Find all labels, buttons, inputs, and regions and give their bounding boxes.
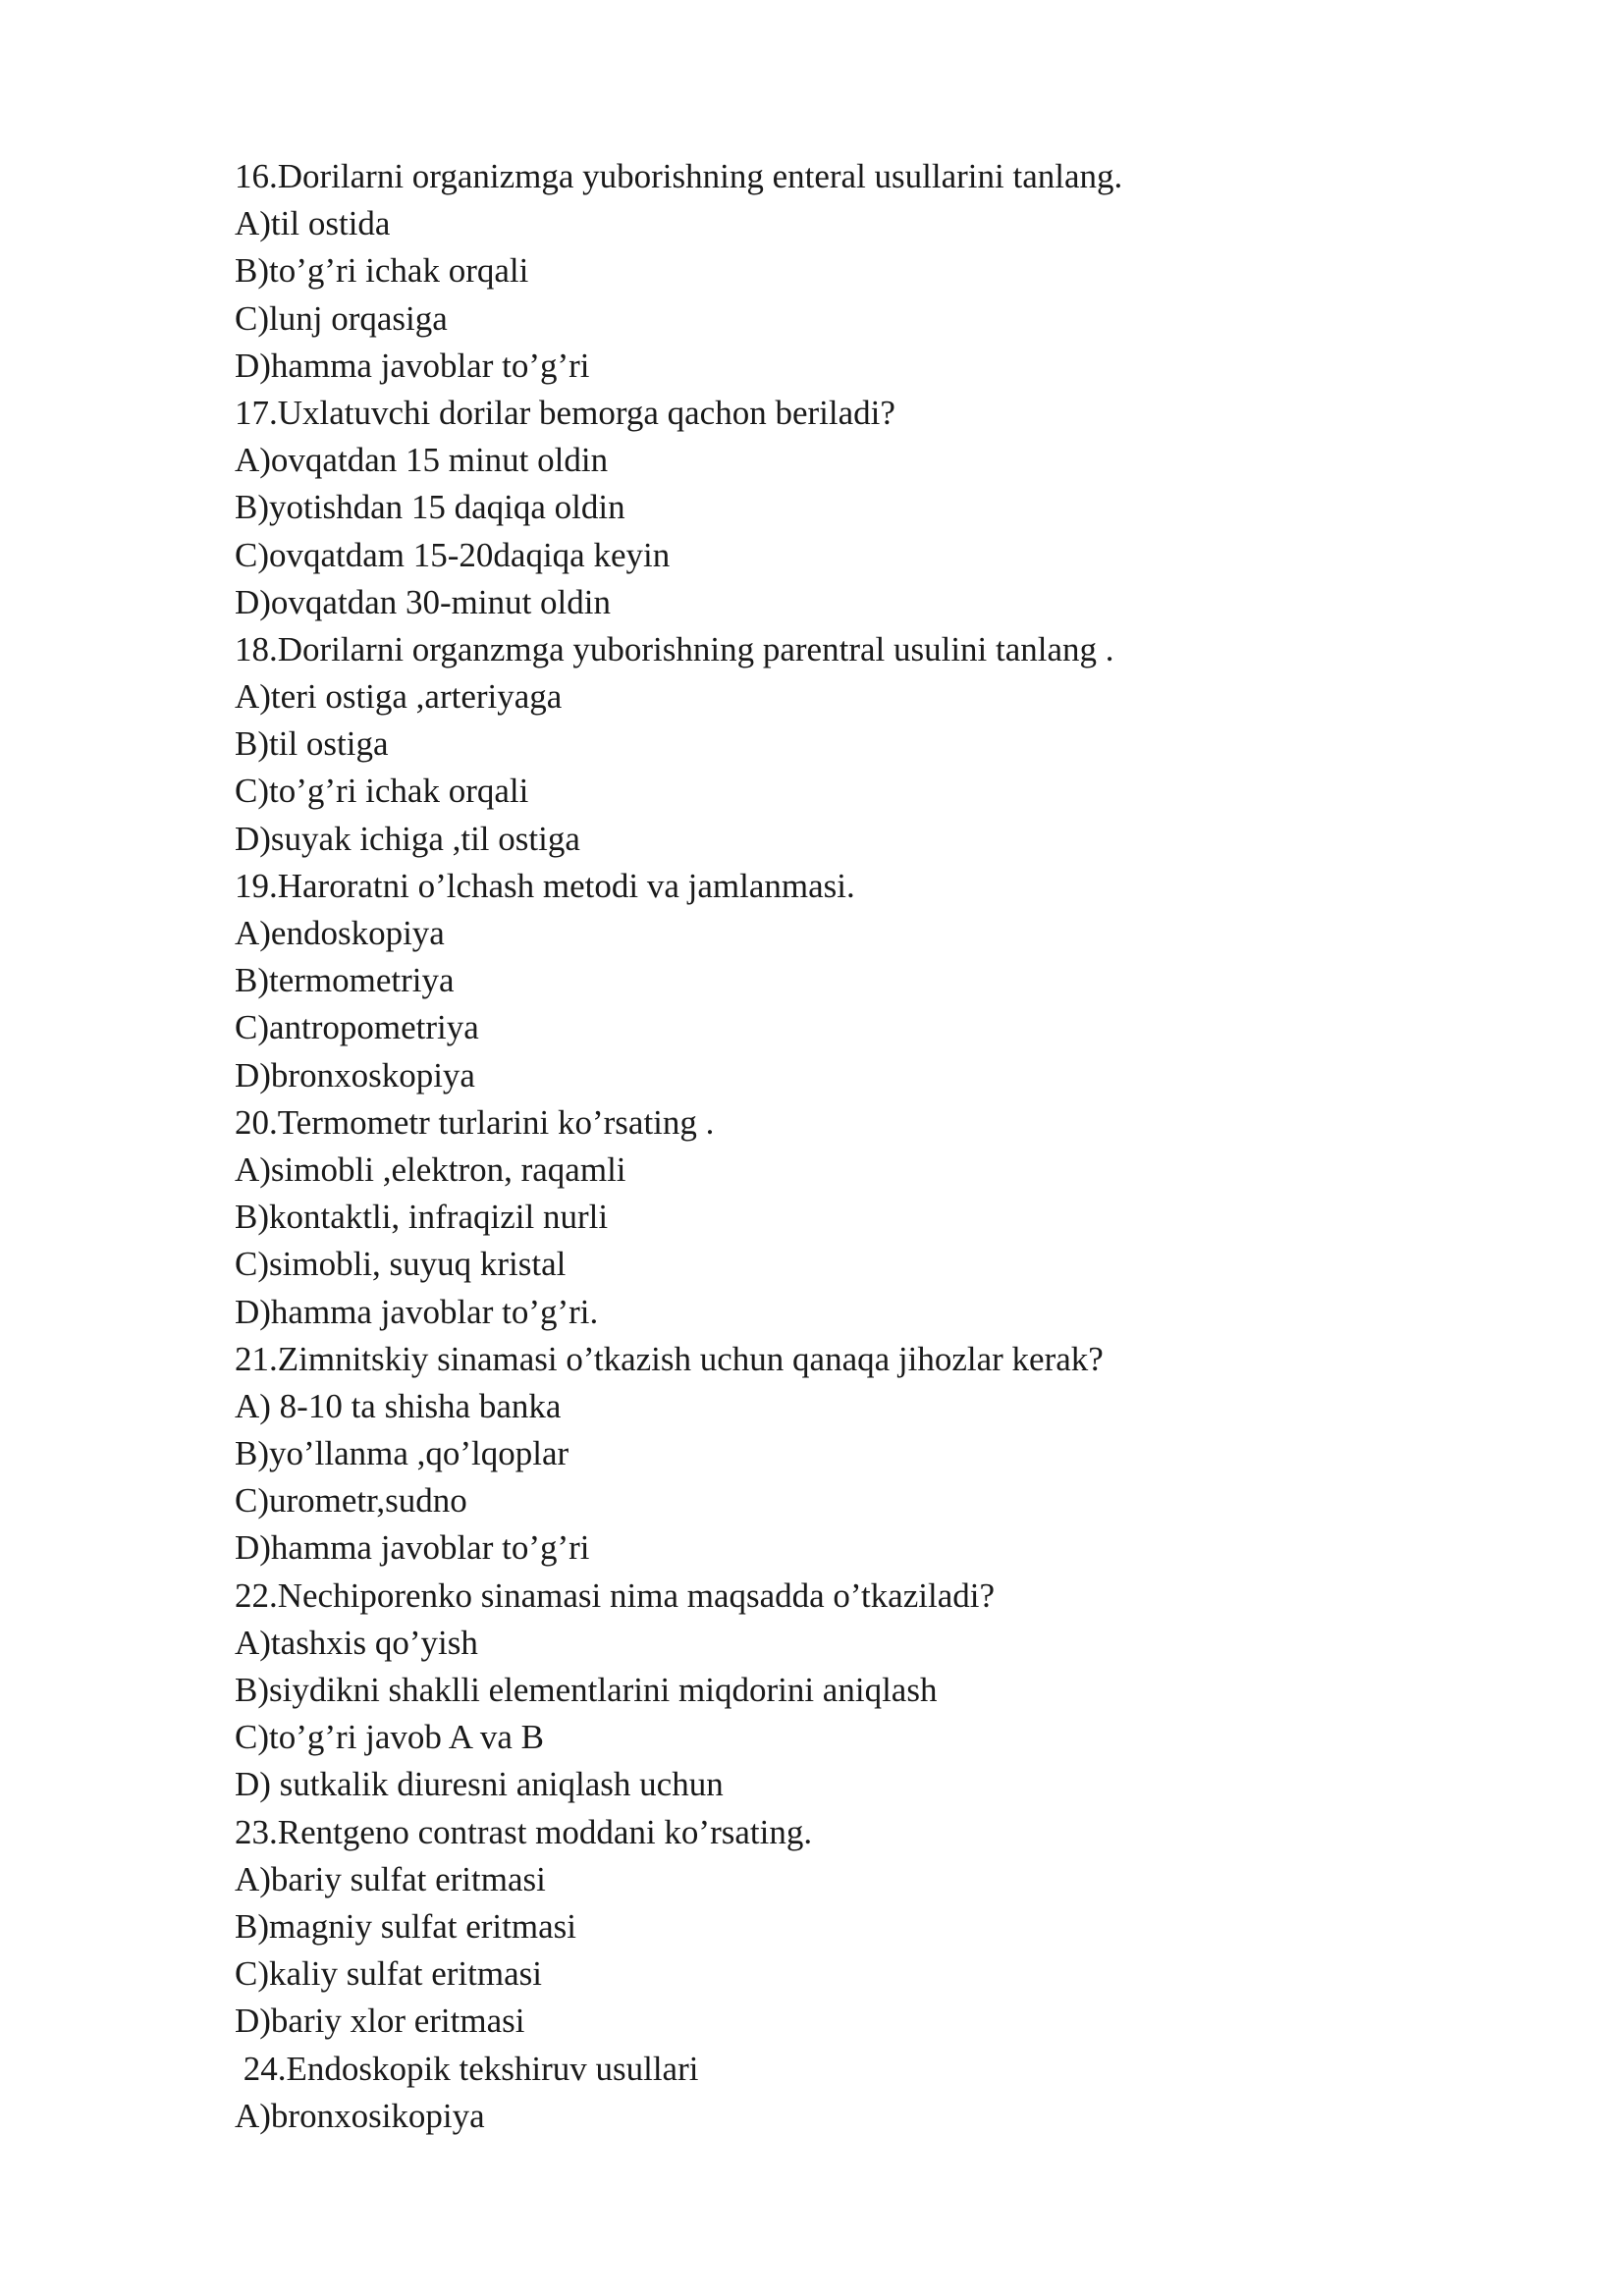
answer-option: A)ovqatdan 15 minut oldin [235, 441, 609, 480]
quiz-text-block [235, 153, 1511, 2140]
answer-option: C)lunj orqasiga [235, 298, 448, 338]
answer-option: C)kaliy sulfat eritmasi [235, 1954, 542, 1994]
answer-option: A)teri ostiga ,arteriyaga [235, 677, 563, 717]
answer-option: A)til ostida [235, 204, 391, 243]
answer-option: D)ovqatdan 30-minut oldin [235, 582, 612, 621]
answer-option: C)simobli, suyuq kristal [235, 1245, 567, 1284]
answer-option: B)termometriya [235, 961, 455, 1000]
answer-option: B)magniy sulfat eritmasi [235, 1906, 576, 1946]
answer-option: B)til ostiga [235, 724, 389, 764]
answer-option: D)hamma javoblar to’g’ri. [235, 1292, 599, 1331]
answer-option: A)bronxosikopiya [235, 2096, 485, 2135]
question-19: 19.Haroratni o’lchash metodi va jamlanmasi. [235, 866, 855, 905]
answer-option: A)endoskopiya [235, 914, 445, 952]
question-23: 23.Rentgeno contrast moddani ko’rsating. [235, 1812, 813, 1851]
answer-option: D)suyak ichiga ,til ostiga [235, 819, 580, 858]
answer-option: D)hamma javoblar to’g’ri [235, 1528, 590, 1568]
question-21: 21.Zimnitskiy sinamasi o’tkazish uchun qanaqa jihozlar kerak? [235, 1339, 1104, 1378]
answer-option: A)tashxis qo’yish [235, 1623, 478, 1662]
answer-option: C)ovqatdam 15-20daqiqa keyin [235, 535, 671, 574]
answer-option: A)bariy sulfat eritmasi [235, 1859, 546, 1898]
answer-option: B)siydikni shaklli elementlarini miqdorini aniqlash [235, 1671, 938, 1709]
answer-option: D)bariy xlor eritmasi [235, 2002, 525, 2041]
answer-option: C)to’g’ri ichak orqali [235, 772, 529, 811]
question-18: 18.Dorilarni organzmga yuborishning parentral usulini tanlang . [235, 629, 1114, 668]
answer-option: D) sutkalik diuresni aniqlash uchun [235, 1765, 724, 1804]
answer-option: C)to’g’ri javob A va B [235, 1718, 544, 1757]
question-20: 20.Termometr turlarini ko’rsating . [235, 1102, 715, 1142]
question-16: 16.Dorilarni organizmga yuborishning enteral usullarini tanlang. [235, 157, 1123, 195]
answer-option: B)yo’llanma ,qo’lqoplar [235, 1434, 569, 1473]
answer-option: B)kontaktli, infraqizil nurli [235, 1198, 609, 1237]
answer-option: B)to’g’ri ichak orqali [235, 251, 529, 291]
question-24: 24.Endoskopik tekshiruv usullari [235, 2049, 699, 2088]
question-22: 22.Nechiporenko sinamasi nima maqsadda o’tkaziladi? [235, 1575, 995, 1615]
answer-option: A) 8-10 ta shisha banka [235, 1386, 562, 1425]
answer-option: C)antropometriya [235, 1008, 479, 1047]
answer-option: D)hamma javoblar to’g’ri [235, 346, 590, 385]
answer-option: D)bronxoskopiya [235, 1055, 475, 1095]
answer-option: C)urometr,sudno [235, 1481, 467, 1521]
question-17: 17.Uxlatuvchi dorilar bemorga qachon beriladi? [235, 393, 895, 432]
answer-option: B)yotishdan 15 daqiqa oldin [235, 488, 625, 527]
answer-option: A)simobli ,elektron, raqamli [235, 1149, 626, 1189]
